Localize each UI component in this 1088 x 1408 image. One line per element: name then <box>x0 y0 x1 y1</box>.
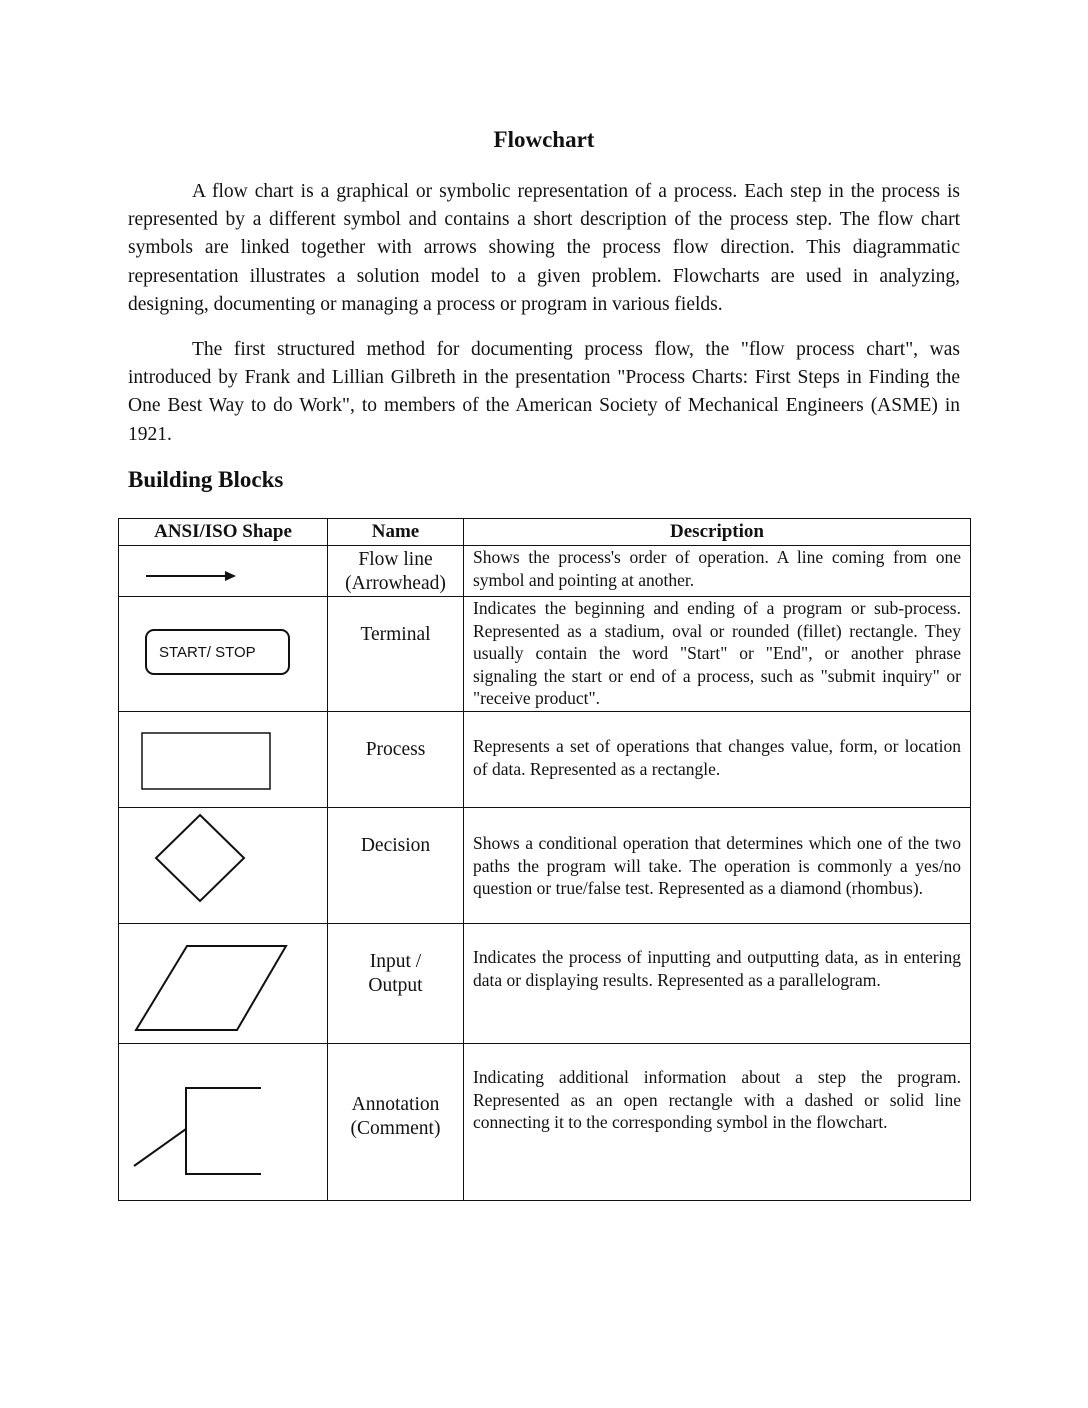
row-name: Process <box>328 712 464 808</box>
shape-cell <box>119 924 328 1044</box>
shape-cell <box>119 1044 328 1201</box>
shape-cell <box>119 546 328 597</box>
table-row <box>119 712 971 808</box>
table-header-row <box>119 519 971 546</box>
table-row <box>119 546 971 597</box>
row-description: Indicating additional information about a step the program. Represented as an open rectangle with a dashed or solid line connecting it to the corresponding symbol in the flowchart. <box>464 1044 971 1201</box>
row-name: Terminal <box>328 597 464 712</box>
row-name: Decision <box>328 808 464 924</box>
header-shape: ANSI/ISO Shape <box>119 519 328 546</box>
header-description: Description <box>464 519 971 546</box>
building-blocks-table <box>118 518 971 1201</box>
row-description: Shows a conditional operation that determines which one of the two paths the program will take. The operation is commonly a yes/no question or true/false test. Represented as a diamond (rhombus). <box>464 808 971 924</box>
row-description: Represents a set of operations that changes value, form, or location of data. Represented as a rectangle. <box>464 712 971 808</box>
row-name: Annotation (Comment) <box>328 1044 464 1201</box>
diamond-shape-icon <box>119 808 328 924</box>
annotation-shape-icon <box>119 1044 328 1201</box>
shape-cell <box>119 808 328 924</box>
row-description: Indicates the beginning and ending of a program or sub-process. Represented as a stadium, oval or rounded (fillet) rectangle. They usually contain the word "Start" or "End", or another phrase signaling the start or end of a process, such as "submit inquiry" or "receive product". <box>464 597 971 712</box>
row-description: Shows the process's order of operation. A line coming from one symbol and pointing at another. <box>464 546 971 597</box>
shape-cell <box>119 597 328 712</box>
table-row <box>119 1044 971 1201</box>
section-heading: Building Blocks <box>128 467 284 492</box>
row-name: Flow line (Arrowhead) <box>328 546 464 597</box>
row-name: Input / Output <box>328 924 464 1044</box>
history-paragraph: The first structured method for documenting process flow, the "flow process chart", was introduced by Frank and Lillian Gilbreth in the presentation "Process Charts: First Steps in Finding the One Best Way to do Work", to members of the American Society of Mechanical Engineers (ASME) in 1921. <box>128 339 960 445</box>
rectangle-shape-icon <box>119 712 328 808</box>
row-description: Indicates the process of inputting and outputting data, as in entering data or displaying results. Represented as a parallelogram. <box>464 924 971 1044</box>
terminal-shape-label: START/ STOP <box>159 644 256 661</box>
parallelogram-shape-icon <box>119 924 328 1044</box>
header-name: Name <box>328 519 464 546</box>
table-row <box>119 808 971 924</box>
terminal-shape-icon <box>119 597 328 712</box>
intro-paragraph: A flow chart is a graphical or symbolic representation of a process. Each step in the process is represented by a different symbol and contains a short description of the process step. The flow chart symbols are linked together with arrows showing the process flow direction. This diagrammatic representation illustrates a solution model to a given problem. Flowcharts are used in analyzing, designing, documenting or managing a process or program in various fields. <box>128 181 960 315</box>
page-title: Flowchart <box>493 127 595 152</box>
table-row <box>119 597 971 712</box>
table-row <box>119 924 971 1044</box>
arrow-line-icon <box>119 546 328 596</box>
shape-cell <box>119 712 328 808</box>
